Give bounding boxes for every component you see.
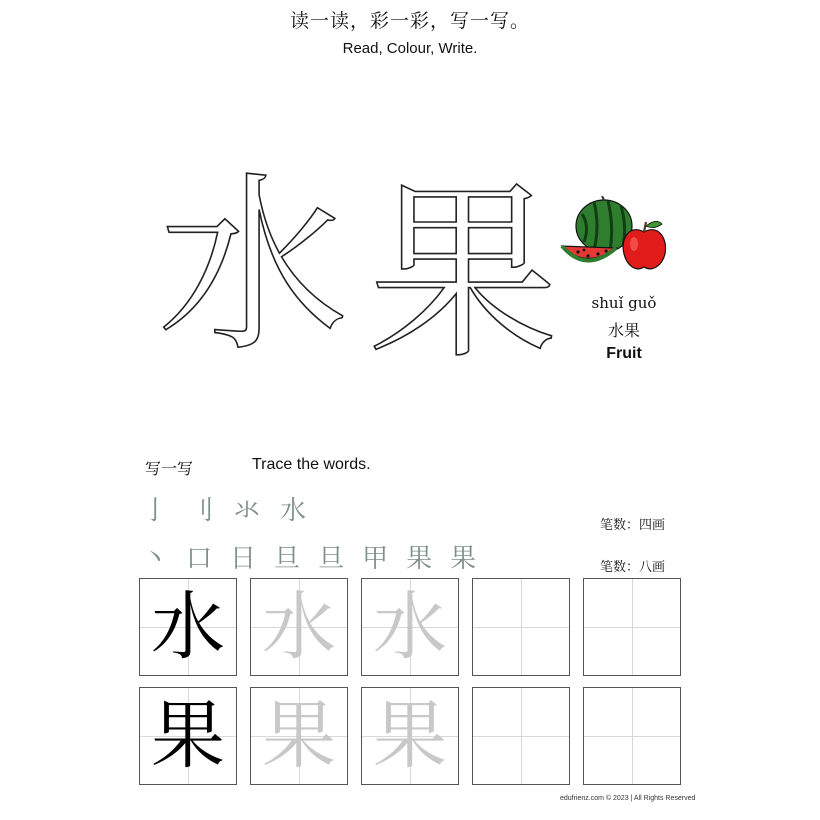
meaning-label: Fruit (606, 345, 642, 362)
outline-character-shui: 水 (158, 156, 349, 377)
model-character: 果 (151, 693, 225, 779)
stroke-step: 甲 (362, 544, 389, 574)
grid-cell-trace[interactable] (361, 687, 459, 785)
grid-cell-blank[interactable] (583, 687, 681, 785)
grid-cell-trace[interactable] (250, 578, 348, 676)
grid-cell-blank[interactable] (472, 578, 570, 676)
grid-cell-trace[interactable] (250, 687, 348, 785)
grid-cell-blank[interactable] (583, 578, 681, 676)
stroke-step: 水 (280, 496, 307, 526)
copyright-footer: edufrienz.com © 2023 | All Rights Reserved (560, 795, 696, 802)
stroke-step: 丶 (142, 544, 169, 574)
stroke-step: 果 (450, 544, 477, 574)
grid-cell-model (139, 578, 237, 676)
stroke-step: 果 (406, 544, 433, 574)
stroke-order-shui (142, 490, 306, 527)
trace-section-title-english: Trace the words. (252, 456, 371, 473)
model-character: 水 (151, 584, 225, 670)
watermelon-slice-icon (562, 246, 616, 261)
trace-character: 水 (373, 584, 447, 670)
outline-character-guo: 果 (368, 164, 559, 385)
stroke-step: 口 (186, 544, 213, 574)
stroke-step: 日 (230, 544, 257, 574)
stroke-order-guo (142, 538, 476, 575)
stroke-step: 氺 (234, 496, 261, 526)
stroke-count-guo: 笔数：八画 (600, 560, 666, 575)
fruit-illustration (560, 196, 670, 274)
grid-cell-trace[interactable] (361, 578, 459, 676)
instruction-english: Read, Colour, Write. (342, 40, 478, 57)
grid-cell-model (139, 687, 237, 785)
trace-section-title-chinese: 写一写 (145, 459, 194, 478)
instruction-chinese: 读一读，彩一彩，写一写。 (289, 10, 530, 32)
pinyin-label: shuǐ guǒ (591, 294, 657, 312)
stroke-step: 亅 (142, 496, 169, 526)
trace-character: 水 (262, 584, 336, 670)
trace-character: 果 (373, 693, 447, 779)
trace-character: 果 (262, 693, 336, 779)
stroke-step: 旦 (274, 544, 301, 574)
grid-cell-blank[interactable] (472, 687, 570, 785)
hanzi-label: 水果 (607, 321, 640, 340)
stroke-step: 旦 (318, 544, 345, 574)
stroke-step: 刂 (188, 496, 215, 526)
stroke-count-shui: 笔数：四画 (600, 518, 666, 533)
